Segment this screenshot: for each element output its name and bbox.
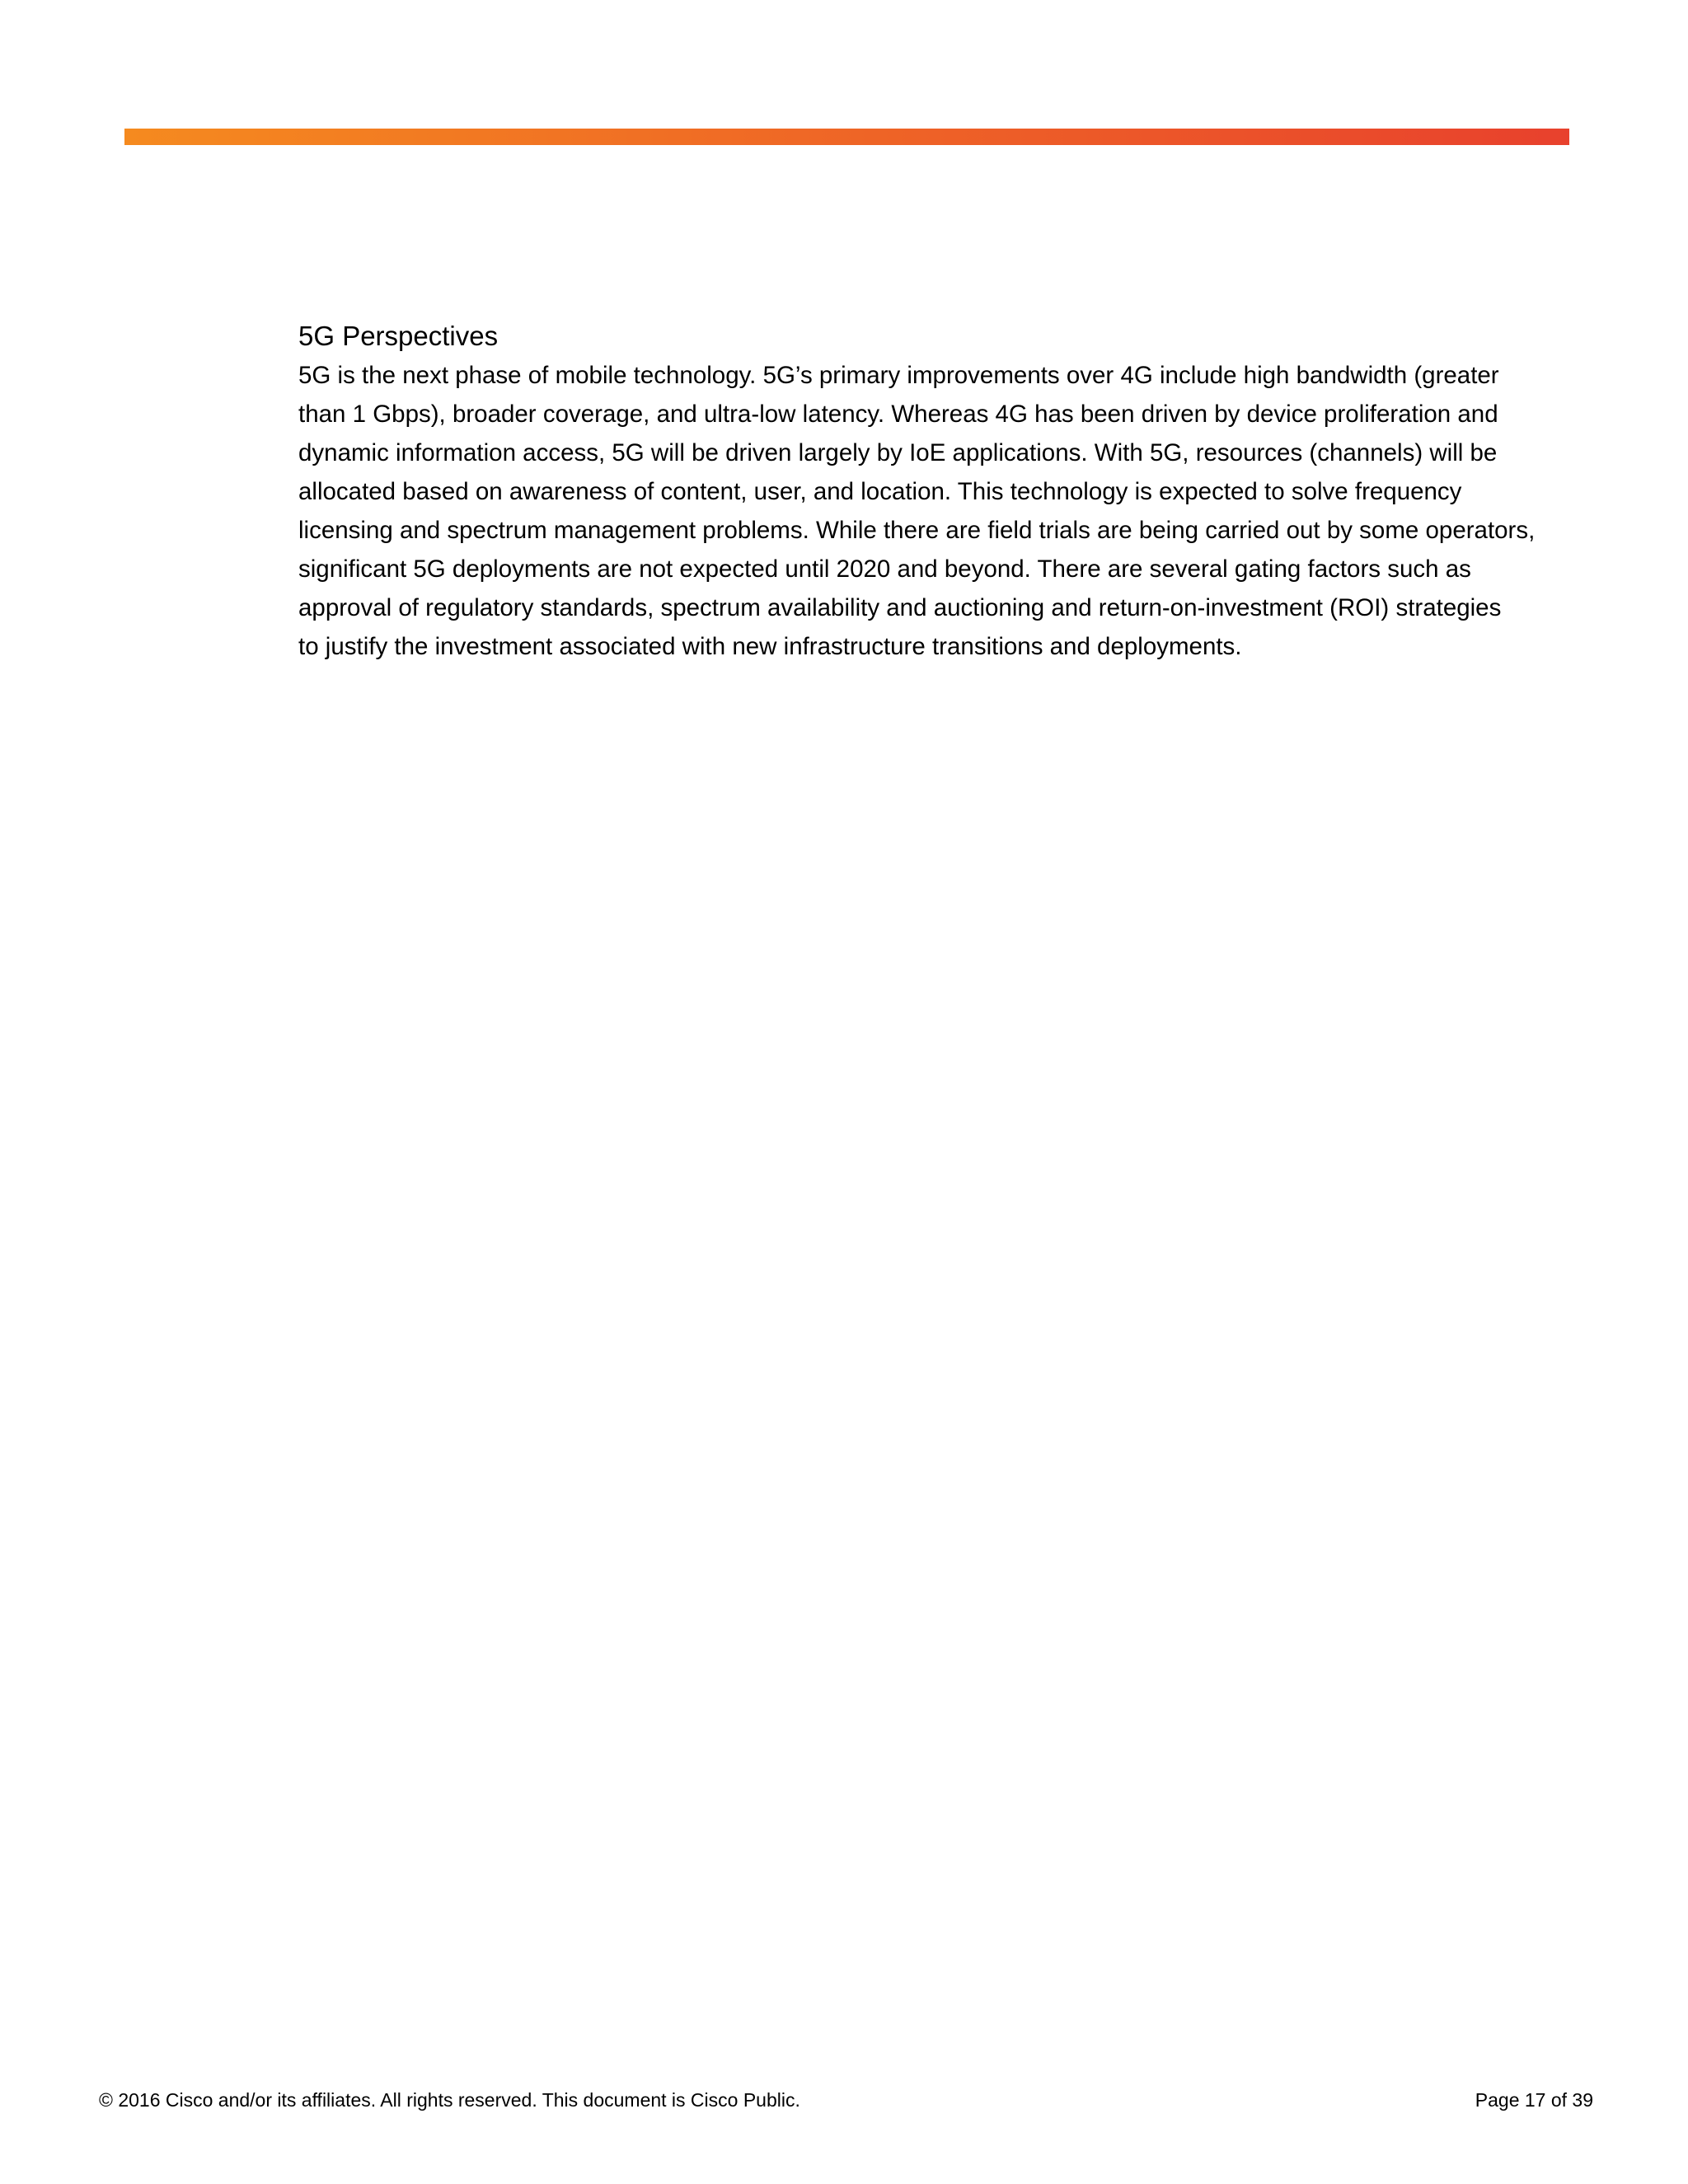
body-line: allocated based on awareness of content, user, and location. This technology is expected to solve frequency <box>298 478 1462 505</box>
body-line: approval of regulatory standards, spectrum availability and auctioning and return-on-investment (ROI) strategies <box>298 594 1502 621</box>
body-line: dynamic information access, 5G will be driven largely by IoE applications. With 5G, resources (channels) will be <box>298 439 1498 466</box>
section-5g-perspectives <box>298 320 1584 666</box>
footer-page-number: Page 17 of 39 <box>1475 2089 1593 2111</box>
body-line: 5G is the next phase of mobile technology. 5G’s primary improvements over 4G include high bandwidth (greater <box>298 362 1499 389</box>
footer-copyright: © 2016 Cisco and/or its affiliates. All rights reserved. This document is Cisco Public. <box>99 2089 800 2111</box>
section-body <box>298 356 1584 666</box>
header-accent-bar <box>124 129 1569 145</box>
body-line: to justify the investment associated with new infrastructure transitions and deployments. <box>298 633 1242 660</box>
body-line: than 1 Gbps), broader coverage, and ultra-low latency. Whereas 4G has been driven by device proliferation and <box>298 401 1498 428</box>
body-line: significant 5G deployments are not expected until 2020 and beyond. There are several gating factors such as <box>298 555 1471 583</box>
section-heading: 5G Perspectives <box>298 321 499 351</box>
body-line: licensing and spectrum management problems. While there are field trials are being carried out by some operators, <box>298 517 1536 544</box>
